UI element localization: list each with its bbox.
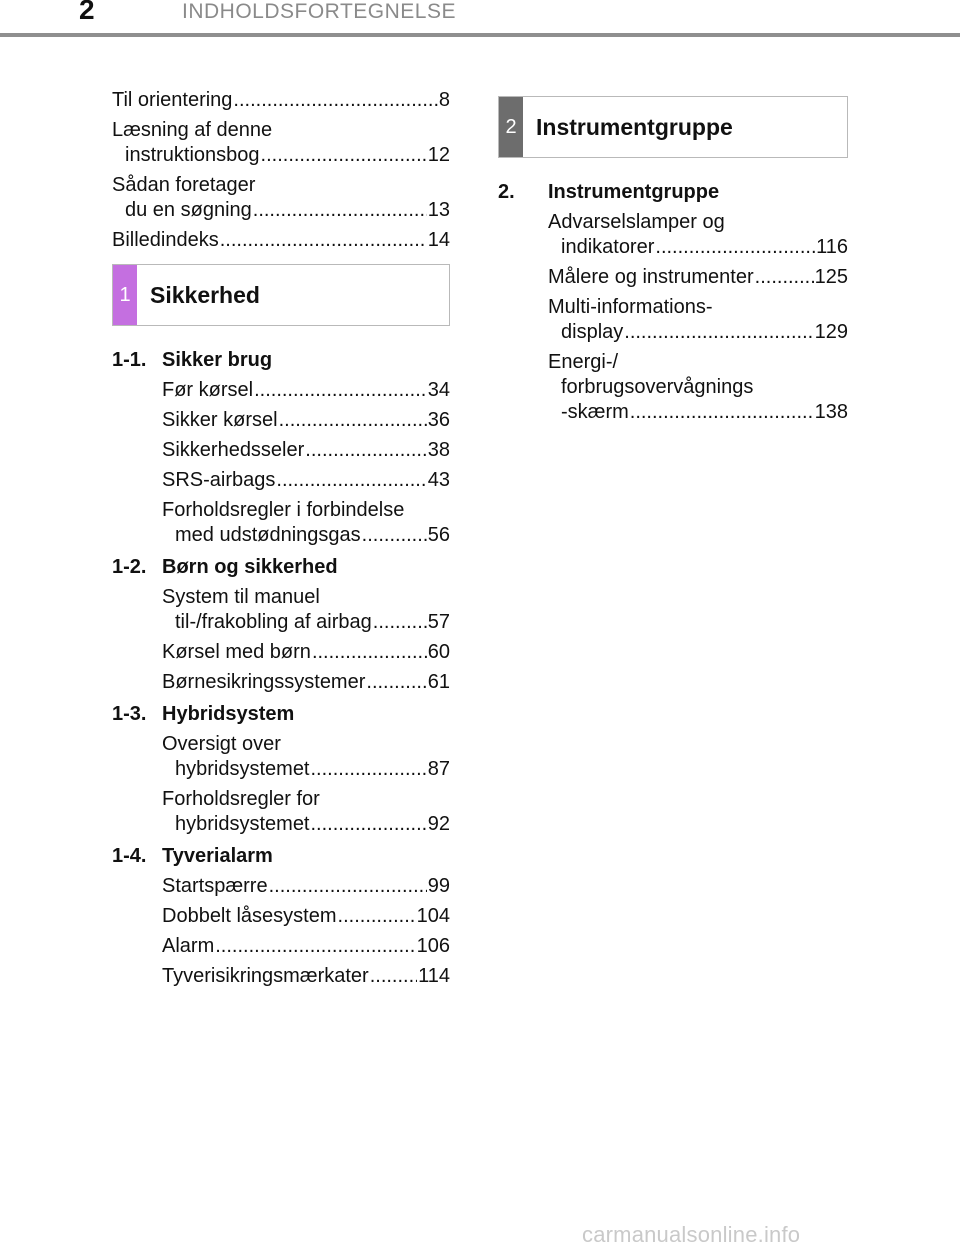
toc-entry-text: Forholdsregler for — [162, 788, 320, 810]
toc-entry-text: forbrugsovervågnings — [561, 376, 754, 398]
toc-page-number: 34 — [427, 379, 450, 401]
chapter-number: 1-2. — [112, 556, 147, 578]
page-number: 2 — [79, 0, 95, 25]
toc-page-number: 14 — [427, 229, 450, 251]
toc-entry-text: Dobbelt låsesystem — [162, 905, 337, 927]
chapter-title: Hybridsystem — [162, 703, 295, 725]
toc-entry-text: til-/frakobling af airbag — [175, 611, 372, 633]
leader-dots — [254, 378, 427, 403]
leader-dots — [311, 757, 427, 782]
toc-entry[interactable] — [162, 934, 450, 959]
leader-dots — [253, 198, 427, 223]
chapter-group — [112, 555, 450, 695]
toc-entry[interactable] — [112, 118, 450, 168]
toc-entry[interactable] — [112, 228, 450, 253]
section-number-tab: 1 — [113, 265, 137, 325]
toc-page-number: 12 — [427, 144, 450, 166]
section-header[interactable] — [112, 264, 450, 326]
toc-page-number: 60 — [427, 641, 450, 663]
chapter-group — [112, 702, 450, 837]
toc-entry[interactable] — [548, 350, 848, 425]
toc-entry[interactable] — [112, 173, 450, 223]
chapter-title: Børn og sikkerhed — [162, 556, 338, 578]
toc-entry-text: Børnesikringssystemer — [162, 671, 366, 693]
right-column — [498, 96, 848, 430]
leader-dots — [630, 400, 814, 425]
toc-entry[interactable] — [162, 904, 450, 929]
toc-page-number: 36 — [427, 409, 450, 431]
toc-entry-text: Startspærre — [162, 875, 268, 897]
leader-dots — [269, 874, 427, 899]
chapter-items — [112, 378, 450, 548]
header-rule — [0, 33, 960, 37]
toc-entry-text: Tyverisikringsmærkater — [162, 965, 369, 987]
section-title: Instrumentgruppe — [536, 113, 733, 140]
leader-dots — [755, 265, 814, 290]
chapter-heading[interactable] — [112, 702, 450, 727]
toc-entry-text: Forholdsregler i forbindelse — [162, 499, 405, 521]
toc-entry-text: display — [561, 321, 624, 343]
toc-entry[interactable] — [162, 378, 450, 403]
toc-entry-text: Multi-informations- — [548, 296, 713, 318]
toc-entry-text: hybridsystemet — [175, 758, 310, 780]
toc-entry-text: Til orientering — [112, 89, 233, 111]
chapter-items — [112, 874, 450, 989]
toc-page-number: 92 — [427, 813, 450, 835]
toc-entry-text: Sådan foretager — [112, 174, 256, 196]
toc-page-number: 13 — [427, 199, 450, 221]
toc-page-number: 38 — [427, 439, 450, 461]
toc-entry-text: Alarm — [162, 935, 215, 957]
toc-page-number: 61 — [427, 671, 450, 693]
toc-page-number: 8 — [438, 89, 450, 111]
chapter-heading[interactable] — [112, 348, 450, 373]
leader-dots — [370, 964, 417, 989]
chapter-group — [112, 348, 450, 548]
toc-entry[interactable] — [548, 210, 848, 260]
toc-entry-text: Sikker kørsel — [162, 409, 278, 431]
toc-entry-text: indikatorer — [561, 236, 655, 258]
chapter-group — [498, 180, 848, 425]
toc-entry-text: Billedindeks — [112, 229, 219, 251]
toc-entry-text: Advarselslamper og — [548, 211, 725, 233]
leader-dots — [305, 438, 426, 463]
toc-page-number: 125 — [814, 266, 848, 288]
toc-page-number: 106 — [416, 935, 450, 957]
chapter-title: Sikker brug — [162, 349, 273, 371]
leader-dots — [276, 468, 426, 493]
toc-entry-text: Sikkerhedsseler — [162, 439, 305, 461]
toc-entry[interactable] — [162, 468, 450, 493]
toc-page-number: 104 — [416, 905, 450, 927]
toc-entry-text: SRS-airbags — [162, 469, 276, 491]
section-sikkerhed — [112, 264, 450, 989]
leader-dots — [215, 934, 415, 959]
toc-entry-text: med udstødningsgas — [175, 524, 361, 546]
leader-dots — [312, 640, 427, 665]
leader-dots — [655, 235, 815, 260]
toc-page-number: 87 — [427, 758, 450, 780]
leader-dots — [220, 228, 427, 253]
toc-page-number: 138 — [814, 401, 848, 423]
toc-entry-text: -skærm — [561, 401, 629, 423]
leader-dots — [366, 670, 426, 695]
chapter-number: 1-4. — [112, 845, 147, 867]
toc-entry[interactable] — [162, 408, 450, 433]
toc-page-number: 114 — [418, 965, 450, 987]
leader-dots — [233, 88, 437, 113]
toc-entry[interactable] — [162, 732, 450, 782]
section-title: Sikkerhed — [150, 281, 260, 308]
toc-entry[interactable] — [162, 498, 450, 548]
chapter-heading[interactable] — [498, 180, 848, 205]
toc-page-number: 99 — [427, 875, 450, 897]
chapter-items — [498, 210, 848, 425]
header-title: INDHOLDSFORTEGNELSE — [182, 0, 456, 23]
page-header — [0, 0, 960, 40]
toc-entry-text: hybridsystemet — [175, 813, 310, 835]
chapter-heading[interactable] — [112, 555, 450, 580]
toc-page-number: 56 — [427, 524, 450, 546]
toc-entry[interactable] — [162, 874, 450, 899]
section-instrumentgruppe — [498, 96, 848, 425]
leader-dots — [261, 143, 427, 168]
chapter-number: 1-3. — [112, 703, 147, 725]
chapter-group — [112, 844, 450, 989]
chapter-items — [112, 732, 450, 837]
watermark: carmanualsonline.info — [582, 1222, 801, 1247]
chapter-number: 2. — [498, 181, 515, 203]
toc-entry-text: du en søgning — [125, 199, 252, 221]
toc-entry[interactable] — [548, 295, 848, 345]
toc-entry[interactable] — [162, 787, 450, 837]
toc-entry-text: Læsning af denne — [112, 119, 273, 141]
toc-page-number: 129 — [814, 321, 848, 343]
leader-dots — [279, 408, 427, 433]
chapter-heading[interactable] — [112, 844, 450, 869]
toc-entry[interactable] — [162, 640, 450, 665]
toc-entry-text: instruktionsbog — [125, 144, 260, 166]
intro-list — [112, 88, 450, 253]
chapter-title: Tyverialarm — [162, 845, 273, 867]
leader-dots — [624, 320, 813, 345]
toc-entry[interactable] — [112, 88, 450, 113]
toc-entry[interactable] — [548, 265, 848, 290]
leader-dots — [338, 904, 416, 929]
toc-entry-text: Før kørsel — [162, 379, 254, 401]
toc-page-number: 116 — [816, 236, 848, 258]
toc-entry-text: Energi-/ — [548, 351, 619, 373]
toc-entry[interactable] — [162, 964, 450, 989]
leader-dots — [311, 812, 427, 837]
chapter-number: 1-1. — [112, 349, 147, 371]
toc-entry[interactable] — [162, 438, 450, 463]
toc-entry-text: System til manuel — [162, 586, 320, 608]
left-column — [112, 88, 450, 994]
section-number-tab: 2 — [499, 97, 523, 157]
toc-page-number: 43 — [427, 469, 450, 491]
section-header[interactable] — [498, 96, 848, 158]
toc-entry[interactable] — [162, 585, 450, 635]
toc-entry[interactable] — [162, 670, 450, 695]
toc-page-number: 57 — [427, 611, 450, 633]
toc-entry-text: Kørsel med børn — [162, 641, 311, 663]
chapter-items — [112, 585, 450, 695]
toc-entry-text: Målere og instrumenter — [548, 266, 754, 288]
chapter-title: Instrumentgruppe — [548, 181, 720, 203]
leader-dots — [362, 523, 427, 548]
toc-entry-text: Oversigt over — [162, 733, 281, 755]
leader-dots — [373, 610, 427, 635]
